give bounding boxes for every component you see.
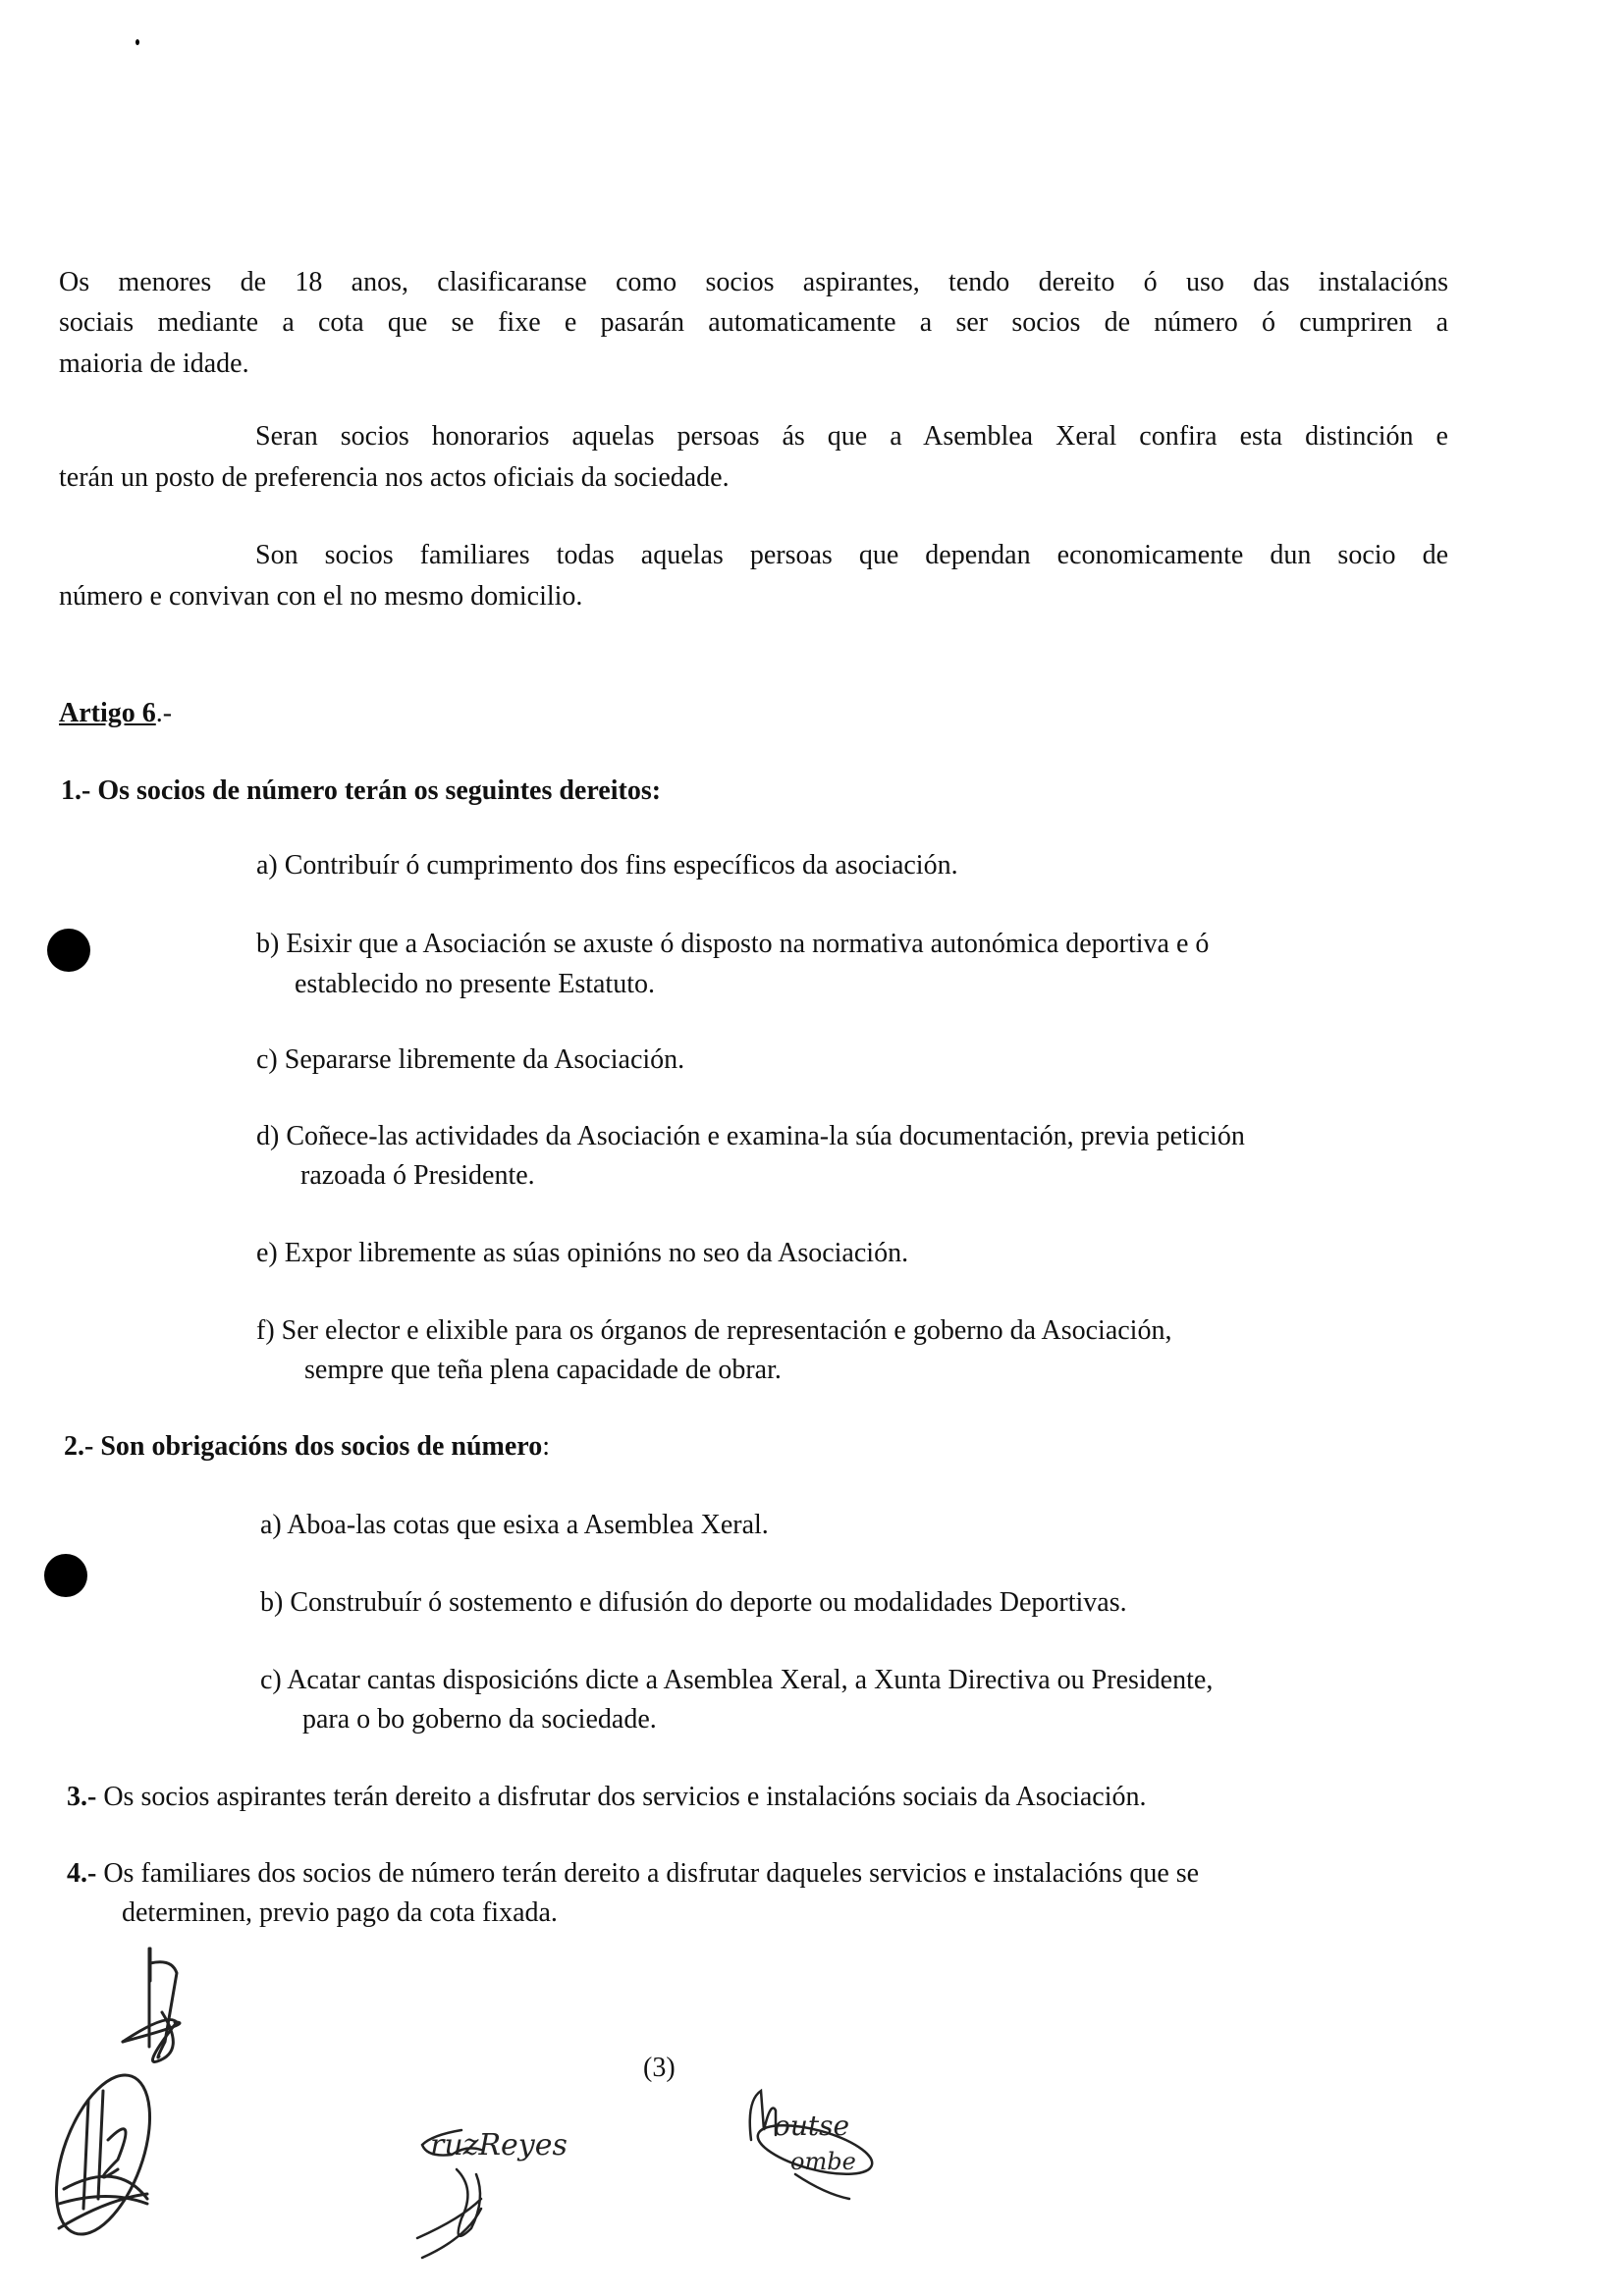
list-item: a) Aboa-las cotas que esixa a Asemblea Xeral.	[260, 1510, 769, 1540]
signature-cruz-reyes	[417, 2128, 568, 2258]
list-item: c) Separarse libremente da Asociación.	[256, 1044, 685, 1075]
list-item: d) Coñece-las actividades da Asociación e examina-la súa documentación, previa petición	[256, 1121, 1245, 1151]
list-item: b) Esixir que a Asociación se axuste ó disposto na normativa autonómica deportiva e ó	[256, 929, 1210, 959]
paragraph-line: maioria de idade.	[59, 348, 249, 379]
list-item: e) Expor libremente as súas opinións no seo da Asociación.	[256, 1238, 909, 1268]
section-2-heading-text: 2.- Son obrigacións dos socios de número	[64, 1431, 543, 1462]
section-4-number: 4.-	[67, 1858, 97, 1889]
paragraph-line: número e convivan con el no mesmo domicilio.	[59, 581, 583, 612]
section-3-number: 3.-	[67, 1782, 97, 1812]
section-4-cont: determinen, previo pago da cota fixada.	[122, 1897, 558, 1928]
signature-text: outse	[774, 2109, 850, 2142]
list-item: b) Construbuír ó sostemento e difusión do deporte ou modalidades Deportivas.	[260, 1587, 1127, 1618]
article-title-text: Artigo 6	[59, 698, 156, 728]
signature-montse-combe	[750, 2091, 877, 2199]
paragraph-line: sociais mediante a cota que se fixe e pasarán automaticamente a ser socios de número ó cumpriren a	[59, 307, 1448, 338]
paragraph-line: Os menores de 18 anos, clasificaranse como socios aspirantes, tendo dereito ó uso das instalacións	[59, 267, 1448, 297]
paragraph-line: Seran socios honorarios aquelas persoas ás que a Asemblea Xeral confira esta distinción e	[255, 421, 1448, 452]
list-item: f) Ser elector e elixible para os órganos de representación e goberno da Asociación,	[256, 1315, 1172, 1346]
list-item: c) Acatar cantas disposicións dicte a Asemblea Xeral, a Xunta Directiva ou Presidente,	[260, 1665, 1214, 1695]
list-item-cont: para o bo goberno da sociedade.	[302, 1704, 657, 1735]
signature-text: ruzReyes	[430, 2128, 568, 2163]
paragraph-line: terán un posto de preferencia nos actos oficiais da sociedade.	[59, 462, 730, 493]
list-item-cont: razoada ó Presidente.	[300, 1160, 535, 1191]
section-3-text: Os socios aspirantes terán dereito a disfrutar dos servicios e instalacións sociais da Asociación.	[103, 1782, 1147, 1812]
signature-1	[123, 1949, 180, 2062]
section-1-heading: 1.- Os socios de número terán os seguintes dereitos:	[61, 775, 662, 806]
article-title-suffix: .-	[155, 698, 173, 728]
signature-2	[37, 2062, 168, 2246]
page-number: (3)	[643, 2053, 676, 2083]
signature-text: ombe	[790, 2148, 856, 2175]
list-item-cont: establecido no presente Estatuto.	[295, 969, 655, 999]
section-2-heading-suffix: :	[542, 1431, 550, 1462]
list-item-cont: sempre que teña plena capacidade de obrar.	[304, 1355, 782, 1385]
section-4-text: Os familiares dos socios de número terán dereito a disfrutar daqueles servicios e instalacións que se	[103, 1858, 1200, 1889]
list-item: a) Contribuír ó cumprimento dos fins específicos da asociación.	[256, 850, 958, 881]
paragraph-line: Son socios familiares todas aquelas persoas que dependan economicamente dun socio de	[255, 540, 1448, 570]
